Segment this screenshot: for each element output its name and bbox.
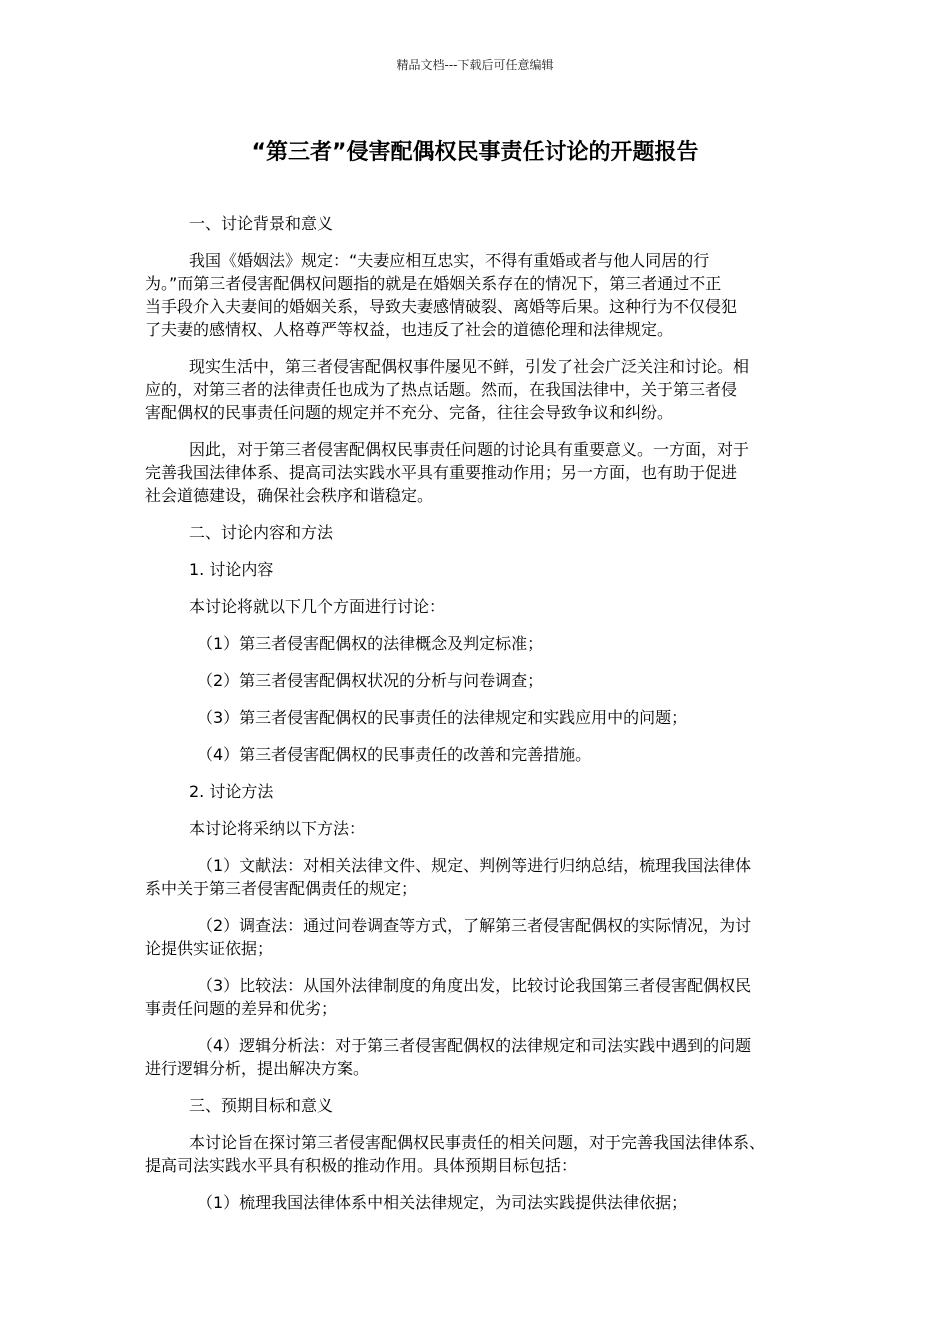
text-line: 系中关于第三者侵害配偶责任的规定；	[145, 879, 418, 898]
text-line: 因此，对于第三者侵害配偶权民事责任问题的讨论具有重要意义。一方面，对于	[189, 440, 750, 459]
subsection-2-heading: 2. 讨论方法	[189, 782, 274, 801]
text-line: 当手段介入夫妻间的婚姻关系，导致夫妻感情破裂、离婚等后果。这种行为不仅侵犯	[145, 297, 738, 316]
text-line: 现实生活中，第三者侵害配偶权事件屡见不鲜，引发了社会广泛关注和讨论。相	[189, 357, 750, 376]
text-line: 进行逻辑分析，提出解决方案。	[145, 1059, 370, 1078]
section-1-paragraph-1	[145, 249, 815, 341]
header-note: 精品文档---下载后可任意编辑	[396, 58, 554, 72]
content-item-4: （4）第三者侵害配偶权的民事责任的改善和完善措施。	[197, 745, 592, 764]
text-line: 完善我国法律体系、提高司法实践水平具有重要推动作用；另一方面，也有助于促进	[145, 463, 738, 482]
method-item-3	[145, 974, 815, 1020]
text-line: 害配偶权的民事责任问题的规定并不充分、完备，往往会导致争议和纠纷。	[145, 403, 674, 422]
document-title: “第三者”侵害配偶权民事责任讨论的开题报告	[251, 140, 699, 165]
subsection-2-intro: 本讨论将采纳以下方法：	[189, 819, 366, 838]
text-line: （2）调查法：通过问卷调查等方式，了解第三者侵害配偶权的实际情况，为讨	[197, 916, 752, 935]
text-line: 论提供实证依据；	[145, 939, 274, 958]
content-item-1: （1）第三者侵害配偶权的法律概念及判定标准；	[197, 634, 544, 653]
section-1-paragraph-2	[145, 355, 815, 424]
text-line: 了夫妻的感情权、人格尊严等权益，也违反了社会的道德伦理和法律规定。	[145, 320, 674, 339]
method-item-1	[145, 854, 815, 900]
text-line: 我国《婚姻法》规定：“夫妻应相互忠实，不得有重婚或者与他人同居的行	[189, 251, 710, 270]
section-2-heading: 二、讨论内容和方法	[189, 523, 334, 542]
content-item-3: （3）第三者侵害配偶权的民事责任的法律规定和实践应用中的问题；	[197, 708, 688, 727]
goal-item-1: （1）梳理我国法律体系中相关法律规定，为司法实践提供法律依据；	[197, 1193, 688, 1212]
document-body	[145, 212, 815, 1228]
text-line: （3）比较法：从国外法律制度的角度出发，比较讨论我国第三者侵害配偶权民	[197, 976, 752, 995]
method-item-4	[145, 1034, 815, 1080]
text-line: 本讨论旨在探讨第三者侵害配偶权民事责任的相关问题，对于完善我国法律体系、	[189, 1133, 766, 1152]
section-1-heading: 一、讨论背景和意义	[189, 214, 334, 233]
text-line: 提高司法实践水平具有积极的推动作用。具体预期目标包括：	[145, 1156, 578, 1175]
text-line: 为。”而第三者侵害配偶权问题指的就是在婚姻关系存在的情况下，第三者通过不正	[145, 274, 722, 293]
text-line: 社会道德建设，确保社会秩序和谐稳定。	[145, 486, 434, 505]
method-item-2	[145, 914, 815, 960]
content-item-2: （2）第三者侵害配偶权状况的分析与问卷调查；	[197, 671, 544, 690]
subsection-1-heading: 1. 讨论内容	[189, 560, 274, 579]
section-3-paragraph-1	[145, 1131, 815, 1177]
section-3-heading: 三、预期目标和意义	[189, 1096, 334, 1115]
section-1-paragraph-3	[145, 438, 815, 507]
text-line: 应的，对第三者的法律责任也成为了热点话题。然而，在我国法律中，关于第三者侵	[145, 380, 738, 399]
text-line: （4）逻辑分析法：对于第三者侵害配偶权的法律规定和司法实践中遇到的问题	[197, 1036, 752, 1055]
subsection-1-intro: 本讨论将就以下几个方面进行讨论：	[189, 597, 446, 616]
text-line: 事责任问题的差异和优劣；	[145, 999, 338, 1018]
text-line: （1）文献法：对相关法律文件、规定、判例等进行归纳总结，梳理我国法律体	[197, 856, 752, 875]
